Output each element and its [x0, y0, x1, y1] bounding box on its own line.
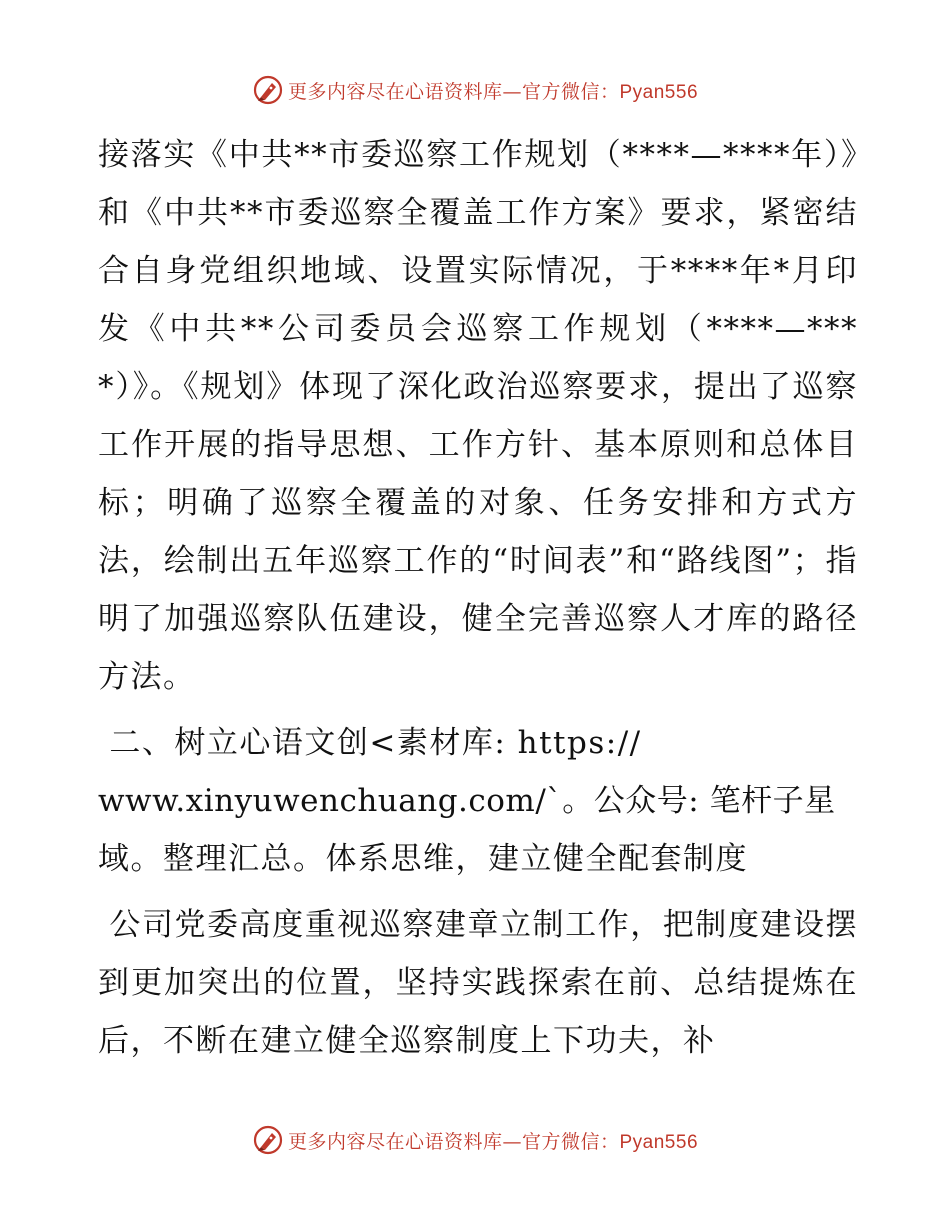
heading-line-3: 域。整理汇总。体系思维，建立健全配套制度 [98, 841, 748, 877]
heading-line-1: 二、树立心语文创<素材库: https:// [98, 725, 642, 761]
banner-text: 更多内容尽在心语资料库—官方微信：Pyan556 [287, 80, 699, 103]
paragraph-system: 公司党委高度重视巡察建章立制工作，把制度建设摆到更加突出的位置，坚持实践探索在前、总结提炼在后，不断在建立健全巡察制度上下功夫，补 [98, 907, 858, 1059]
footer-watermark-banner [0, 1120, 950, 1160]
heading-line-2: www.xinyuwenchuang.com/`。公众号: 笔杆子星 [98, 783, 836, 819]
paragraph-plan: 接落实《中共**市委巡察工作规划（****—****年）》和《中共**市委巡察全覆盖工作方案》要求，紧密结合自身党组织地域、设置实际情况，于****年*月印发《中共**公司委员会巡察工作规划（****—****）》。《规划》体现了深化政治巡察要求，提出了巡察工作开展的指导思想、工作方针、基本原则和总体目标；明确了巡察全覆盖的对象、任务安排和方式方法，绘制出五年巡察工作的“时间表”和“路线图”；指明了加强巡察队伍建设，健全完善巡察人才库的路径方法。 [98, 137, 858, 695]
pen-nib-logo-icon [252, 74, 284, 106]
banner-text: 更多内容尽在心语资料库—官方微信：Pyan556 [287, 1130, 699, 1153]
document-body [98, 126, 858, 1070]
section-heading-2 [98, 714, 858, 888]
pen-nib-logo-icon [252, 1124, 284, 1156]
header-watermark-banner [0, 70, 950, 110]
